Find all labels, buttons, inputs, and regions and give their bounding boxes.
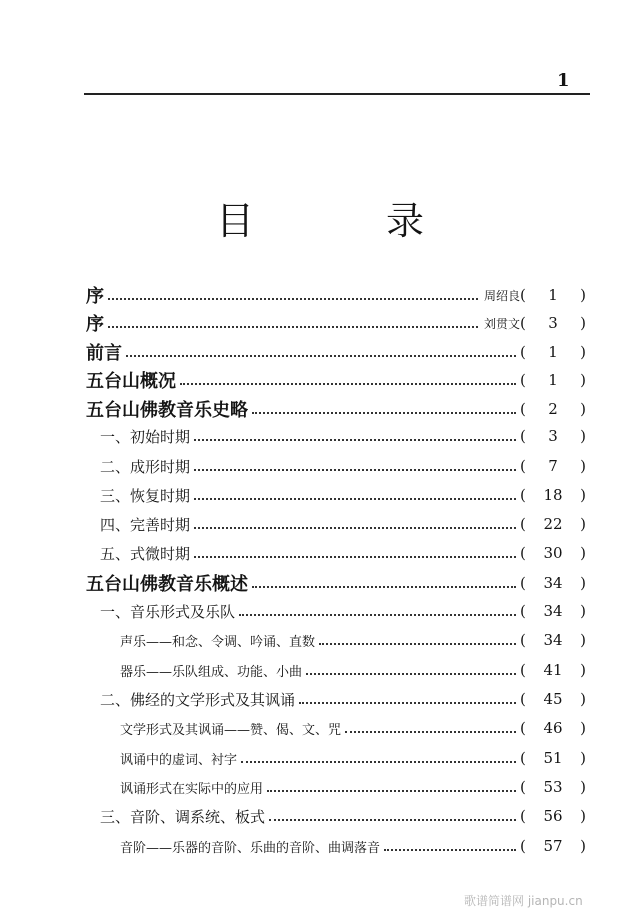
- paren-close: ): [580, 457, 586, 475]
- paren-open: (: [520, 286, 526, 304]
- toc-entry: [100, 452, 586, 480]
- page-number-value: 34: [543, 602, 563, 620]
- toc-entry-label: 五台山佛教音乐史略: [86, 400, 248, 421]
- paren-open: (: [520, 807, 526, 825]
- toc-entry: [100, 597, 586, 625]
- paren-close: ): [580, 661, 586, 679]
- toc-entry-label: 五台山佛教音乐概述: [86, 574, 248, 595]
- page-number-value: 41: [543, 661, 563, 679]
- toc-entry-page: [520, 515, 586, 533]
- paren-close: ): [580, 690, 586, 708]
- paren-close: ): [580, 343, 586, 361]
- dot-leader: [194, 498, 516, 500]
- watermark: 歌谱简谱网 jianpu.cn: [464, 894, 583, 908]
- paren-close: ): [580, 427, 586, 445]
- paren-open: (: [520, 719, 526, 737]
- paren-open: (: [520, 457, 526, 475]
- paren-close: ): [580, 371, 586, 389]
- paren-close: ): [580, 602, 586, 620]
- paren-open: (: [520, 486, 526, 504]
- page-number: 1: [557, 70, 570, 91]
- toc-entry-page: [520, 427, 586, 445]
- toc-entry: [100, 539, 586, 567]
- paren-open: (: [520, 343, 526, 361]
- dot-leader: [239, 614, 516, 616]
- toc-entry: [120, 832, 586, 860]
- toc-entry-page: [520, 807, 586, 825]
- toc-entry-page: [520, 631, 586, 649]
- page-number-value: 30: [543, 544, 563, 562]
- dot-leader: [194, 469, 516, 471]
- toc-entry: [86, 395, 586, 423]
- toc-entry: [86, 281, 586, 309]
- toc-entry-page: [520, 486, 586, 504]
- dot-leader: [194, 527, 516, 529]
- toc-entry-page: [520, 343, 586, 361]
- toc-entry-page: [520, 544, 586, 562]
- page-number-value: 53: [543, 778, 563, 796]
- toc-entry-page: [520, 371, 586, 389]
- paren-close: ): [580, 749, 586, 767]
- toc-entry-label: 四、完善时期: [100, 515, 191, 534]
- page-number-value: 51: [543, 749, 563, 767]
- dot-leader: [299, 702, 516, 704]
- toc-entry-label: 序: [86, 314, 104, 335]
- paren-close: ): [580, 807, 586, 825]
- toc-entry-label: 声乐——和念、令调、吟诵、直数: [120, 634, 316, 650]
- toc-entry-label: 器乐——乐队组成、功能、小曲: [120, 664, 303, 680]
- toc-entry-page: [520, 400, 586, 418]
- toc-entry: [100, 802, 586, 830]
- toc-entry-page: [520, 837, 586, 855]
- paren-open: (: [520, 427, 526, 445]
- toc-entry-label: 二、佛经的文学形式及其讽诵: [100, 690, 296, 709]
- toc-entry-author: 刘贯文: [483, 316, 520, 331]
- toc-entry: [86, 366, 586, 394]
- paren-close: ): [580, 544, 586, 562]
- paren-close: ): [580, 574, 586, 592]
- paren-close: ): [580, 515, 586, 533]
- page-number-value: 45: [543, 690, 563, 708]
- toc-entry: [120, 714, 586, 742]
- page-number-value: 1: [548, 343, 558, 361]
- paren-close: ): [580, 837, 586, 855]
- toc-entry-label: 二、成形时期: [100, 457, 191, 476]
- toc-entry-label: 一、音乐形式及乐队: [100, 602, 236, 621]
- header-rule: [84, 93, 590, 95]
- toc-entry-page: [520, 690, 586, 708]
- dot-leader: [384, 849, 516, 851]
- toc-entry-label: 前言: [86, 343, 122, 364]
- page-number-value: 2: [548, 400, 558, 418]
- page-number-value: 3: [548, 427, 558, 445]
- paren-open: (: [520, 400, 526, 418]
- paren-open: (: [520, 544, 526, 562]
- paren-close: ): [580, 631, 586, 649]
- toc-entry-label: 讽诵形式在实际中的应用: [120, 781, 264, 797]
- dot-leader: [108, 326, 478, 328]
- paren-close: ): [580, 778, 586, 796]
- toc-entry-page: [520, 778, 586, 796]
- paren-open: (: [520, 661, 526, 679]
- paren-open: (: [520, 837, 526, 855]
- page-title: 目 录: [215, 199, 485, 243]
- paren-open: (: [520, 778, 526, 796]
- toc-entry: [86, 569, 586, 597]
- page-number-value: 46: [543, 719, 563, 737]
- dot-leader: [319, 643, 516, 645]
- paren-close: ): [580, 400, 586, 418]
- toc-entry-label: 文学形式及其讽诵——赞、偈、文、咒: [120, 722, 342, 738]
- toc-entry-label: 五台山概况: [86, 371, 176, 392]
- toc-entry-label: 讽诵中的虚词、衬字: [120, 752, 238, 768]
- dot-leader: [267, 790, 516, 792]
- toc-entry-page: [520, 457, 586, 475]
- dot-leader: [126, 355, 516, 357]
- toc-entry: [100, 510, 586, 538]
- page-number-value: 34: [543, 574, 563, 592]
- toc-entry-page: [520, 286, 586, 304]
- paren-close: ): [580, 486, 586, 504]
- page-number-value: 22: [543, 515, 563, 533]
- toc-entry-page: [520, 661, 586, 679]
- paren-open: (: [520, 602, 526, 620]
- toc-entry-page: [520, 719, 586, 737]
- page-number-value: 34: [543, 631, 563, 649]
- toc-entry: [120, 744, 586, 772]
- toc-entry-label: 三、音阶、调系统、板式: [100, 807, 266, 826]
- paren-open: (: [520, 515, 526, 533]
- dot-leader: [306, 673, 516, 675]
- paren-open: (: [520, 574, 526, 592]
- paren-close: ): [580, 314, 586, 332]
- page-number-value: 57: [543, 837, 563, 855]
- paren-open: (: [520, 690, 526, 708]
- dot-leader: [269, 819, 516, 821]
- toc-entry-page: [520, 602, 586, 620]
- dot-leader: [345, 731, 516, 733]
- toc-entry: [100, 422, 586, 450]
- paren-close: ): [580, 286, 586, 304]
- paren-close: ): [580, 719, 586, 737]
- paren-open: (: [520, 371, 526, 389]
- toc-entry: [100, 481, 586, 509]
- dot-leader: [252, 412, 516, 414]
- dot-leader: [180, 383, 516, 385]
- toc-entry-label: 五、式微时期: [100, 544, 191, 563]
- toc-entry-label: 三、恢复时期: [100, 486, 191, 505]
- page-number-value: 7: [548, 457, 558, 475]
- toc-entry-page: [520, 574, 586, 592]
- paren-open: (: [520, 314, 526, 332]
- toc-entry-label: 一、初始时期: [100, 427, 191, 446]
- dot-leader: [252, 586, 516, 588]
- toc-entry-label: 音阶——乐器的音阶、乐曲的音阶、曲调落音: [120, 840, 381, 856]
- paren-open: (: [520, 749, 526, 767]
- page-number-value: 1: [548, 371, 558, 389]
- toc-entry: [120, 656, 586, 684]
- paren-open: (: [520, 631, 526, 649]
- dot-leader: [194, 556, 516, 558]
- toc-entry: [120, 626, 586, 654]
- page-number-value: 56: [543, 807, 563, 825]
- dot-leader: [194, 439, 516, 441]
- toc-entry: [86, 309, 586, 337]
- toc-entry: [86, 338, 586, 366]
- toc-entry: [100, 685, 586, 713]
- toc-entry-author: 周绍良: [483, 288, 520, 303]
- dot-leader: [108, 298, 478, 300]
- page-number-value: 1: [548, 286, 558, 304]
- dot-leader: [241, 761, 516, 763]
- page-number-value: 18: [543, 486, 563, 504]
- toc-entry-page: [520, 314, 586, 332]
- page-number-value: 3: [548, 314, 558, 332]
- toc-entry: [120, 773, 586, 801]
- toc-entry-page: [520, 749, 586, 767]
- toc-entry-label: 序: [86, 286, 104, 307]
